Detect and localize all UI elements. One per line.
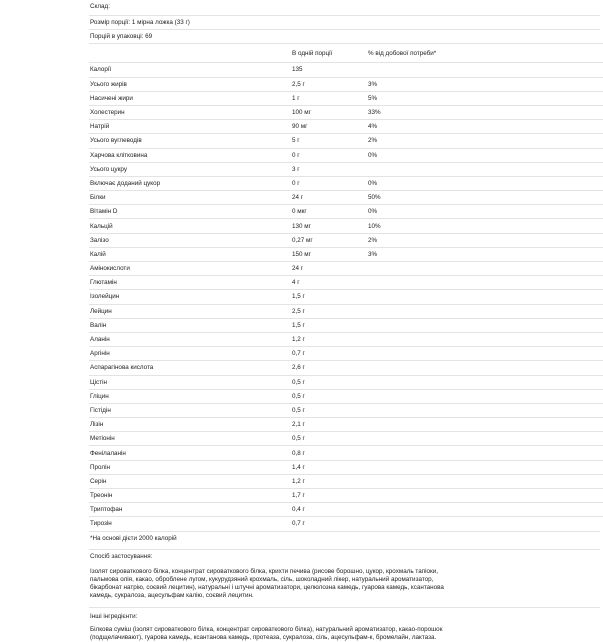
table-row — [89, 91, 603, 105]
nutrient-daily-value — [367, 304, 603, 318]
table-row — [89, 120, 603, 134]
nutrient-name: Залізо — [89, 233, 291, 247]
nutrient-daily-value: 2% — [367, 233, 603, 247]
table-row — [89, 162, 603, 176]
nutrient-daily-value — [367, 318, 603, 332]
nutrient-amount: 1,7 г — [291, 489, 367, 503]
table-row — [89, 191, 603, 205]
nutrient-amount: 1 г — [291, 91, 367, 105]
nutrient-amount: 1,5 г — [291, 318, 367, 332]
nutrient-name: Серін — [89, 474, 291, 488]
table-row — [89, 247, 603, 261]
nutrient-name: Гліцин — [89, 389, 291, 403]
nutrient-name: Натрій — [89, 120, 291, 134]
nutrient-amount: 5 г — [291, 134, 367, 148]
ingredients-line: бікарбонат натрію, соєвий лецитин), натуральні і штучні ароматизатори, целюлозна камедь, гуарова камедь, ксантанова — [90, 583, 444, 591]
other-ingredients-title: Інші інгредієнти: — [90, 612, 138, 620]
nutrient-name: Цістін — [89, 375, 291, 389]
nutrient-name: Калорії — [89, 63, 291, 77]
table-row — [89, 219, 603, 233]
nutrient-daily-value: 0% — [367, 205, 603, 219]
nutrient-amount: 2,6 г — [291, 361, 367, 375]
table-row — [89, 361, 603, 375]
nutrient-daily-value — [367, 446, 603, 460]
table-row — [89, 276, 603, 290]
nutrient-name: Тирозін — [89, 517, 291, 531]
nutrient-daily-value — [367, 403, 603, 417]
nutrient-name: Валін — [89, 318, 291, 332]
nutrient-amount: 24 г — [291, 191, 367, 205]
nutrient-amount: 24 г — [291, 262, 367, 276]
nutrient-daily-value: 2% — [367, 134, 603, 148]
nutrient-name: Білки — [89, 191, 291, 205]
table-row — [89, 332, 603, 346]
nutrient-name: Усього жирів — [89, 77, 291, 91]
table-row — [89, 347, 603, 361]
nutrition-document — [89, 0, 600, 642]
nutrient-daily-value: 33% — [367, 105, 603, 119]
nutrient-name: Включає доданий цукор — [89, 176, 291, 190]
other-ingredients-line: Білкова суміш (ізолят сироваткового білка, концентрат сироваткового білка), натуральний ароматизатор, какао-порошок — [90, 625, 443, 633]
nutrient-amount: 100 мг — [291, 105, 367, 119]
table-row — [89, 77, 603, 91]
table-row — [89, 460, 603, 474]
nutrient-amount: 1,5 г — [291, 290, 367, 304]
servings-per-container: Порцій в упаковці: 69 — [89, 29, 600, 43]
nutrient-name: Усього вуглеводів — [89, 134, 291, 148]
other-ingredients-line: (подщелачивают), гуарова камедь, ксантанова камедь, протеаза, сукралоза, сіль, ацесульфам-к, бромелайн, лактаза. — [90, 633, 437, 641]
nutrient-name: Лейцин — [89, 304, 291, 318]
nutrient-amount: 1,4 г — [291, 460, 367, 474]
nutrient-name: Вітамін D — [89, 205, 291, 219]
nutrient-name: Гістідін — [89, 403, 291, 417]
nutrient-name: Холестерин — [89, 105, 291, 119]
nutrient-daily-value: 5% — [367, 91, 603, 105]
nutrient-name: Аргінін — [89, 347, 291, 361]
nutrient-daily-value — [367, 347, 603, 361]
table-row — [89, 389, 603, 403]
nutrient-daily-value — [367, 63, 603, 77]
ingredients-divider — [89, 607, 600, 608]
nutrient-name: Аланін — [89, 332, 291, 346]
table-row — [89, 290, 603, 304]
nutrient-amount: 1,2 г — [291, 474, 367, 488]
table-row — [89, 262, 603, 276]
nutrient-amount: 0,7 г — [291, 347, 367, 361]
nutrient-name: Кальцій — [89, 219, 291, 233]
nutrient-name: Пролін — [89, 460, 291, 474]
nutrient-daily-value — [367, 332, 603, 346]
table-row — [89, 489, 603, 503]
nutrient-daily-value — [367, 460, 603, 474]
nutrient-daily-value: 0% — [367, 176, 603, 190]
nutrient-amount: 1,2 г — [291, 332, 367, 346]
nutrient-daily-value — [367, 503, 603, 517]
table-row — [89, 418, 603, 432]
table-row — [89, 304, 603, 318]
nutrient-daily-value: 3% — [367, 77, 603, 91]
nutrient-daily-value — [367, 276, 603, 290]
table-row — [89, 503, 603, 517]
nutrient-daily-value — [367, 474, 603, 488]
nutrient-amount: 0 г — [291, 176, 367, 190]
table-row — [89, 517, 603, 531]
nutrient-amount: 0 мкг — [291, 205, 367, 219]
table-row — [89, 233, 603, 247]
nutrient-name: Насичені жири — [89, 91, 291, 105]
nutrient-amount: 135 — [291, 63, 367, 77]
nutrient-amount: 0,8 г — [291, 446, 367, 460]
nutrition-table — [89, 43, 603, 530]
nutrient-daily-value: 50% — [367, 191, 603, 205]
nutrient-name: Амінокислоти — [89, 262, 291, 276]
table-row — [89, 403, 603, 417]
nutrient-amount: 3 г — [291, 162, 367, 176]
nutrient-amount: 2,1 г — [291, 418, 367, 432]
table-row — [89, 148, 603, 162]
nutrient-name: Калій — [89, 247, 291, 261]
nutrient-amount: 0,7 г — [291, 517, 367, 531]
footnote: *На основі дієти 2000 калорій — [90, 534, 177, 542]
serving-size: Розмір порції: 1 мірна ложка (33 г) — [89, 15, 600, 29]
nutrient-amount: 0,4 г — [291, 503, 367, 517]
nutrient-daily-value — [367, 361, 603, 375]
nutrient-name: Усього цукру — [89, 162, 291, 176]
nutrient-daily-value — [367, 389, 603, 403]
nutrient-daily-value: 10% — [367, 219, 603, 233]
nutrient-name: Фенілаланін — [89, 446, 291, 460]
nutrient-amount: 0,27 мг — [291, 233, 367, 247]
table-row — [89, 105, 603, 119]
header-cell-per-serving: В одній порції — [291, 44, 367, 63]
other-ingredients-paragraph — [89, 626, 600, 642]
nutrient-daily-value: 4% — [367, 120, 603, 134]
nutrient-amount: 0,5 г — [291, 389, 367, 403]
nutrient-name: Глютамін — [89, 276, 291, 290]
nutrient-name: Харчова клітковина — [89, 148, 291, 162]
nutrient-daily-value: 0% — [367, 148, 603, 162]
table-row — [89, 176, 603, 190]
nutrient-name: Лізін — [89, 418, 291, 432]
nutrient-name: Триптофан — [89, 503, 291, 517]
nutrient-name: Аспарагінова кислота — [89, 361, 291, 375]
nutrient-daily-value — [367, 375, 603, 389]
table-row — [89, 474, 603, 488]
nutrient-amount: 90 мг — [291, 120, 367, 134]
table-row — [89, 375, 603, 389]
table-row — [89, 432, 603, 446]
footnote-divider — [89, 549, 600, 550]
usage-title: Спосіб застосування: — [90, 552, 153, 560]
table-row — [89, 63, 603, 77]
nutrient-amount: 0,5 г — [291, 432, 367, 446]
nutrient-daily-value — [367, 432, 603, 446]
nutrient-daily-value — [367, 290, 603, 304]
ingredients-paragraph — [89, 568, 600, 600]
nutrient-amount: 4 г — [291, 276, 367, 290]
ingredients-line: пальмова олія, какао, оброблене лугом, кукурудзяний крохмаль, сіль, шоколадний лікер, натуральний ароматизатор, — [90, 575, 434, 583]
nutrient-daily-value — [367, 489, 603, 503]
table-header-row — [89, 44, 603, 63]
nutrient-name: Ізолейцин — [89, 290, 291, 304]
nutrient-amount: 0,5 г — [291, 403, 367, 417]
nutrient-amount: 130 мг — [291, 219, 367, 233]
table-row — [89, 446, 603, 460]
nutrient-amount: 2,5 г — [291, 304, 367, 318]
table-row — [89, 318, 603, 332]
nutrient-amount: 0 г — [291, 148, 367, 162]
nutrient-amount: 150 мг — [291, 247, 367, 261]
table-row — [89, 134, 603, 148]
nutrient-daily-value — [367, 162, 603, 176]
nutrient-amount: 0,5 г — [291, 375, 367, 389]
nutrient-name: Метіонін — [89, 432, 291, 446]
table-row — [89, 205, 603, 219]
nutrient-daily-value: 3% — [367, 247, 603, 261]
nutrient-daily-value — [367, 262, 603, 276]
nutrient-amount: 2,5 г — [291, 77, 367, 91]
composition-label: Склад: — [90, 3, 110, 10]
nutrient-name: Треонін — [89, 489, 291, 503]
header-cell-name — [89, 44, 291, 63]
header-cell-daily-value: % від добової потреби* — [367, 44, 603, 63]
ingredients-line: камедь, сукралоза, ацесульфам калію, соєвий лецитин. — [90, 591, 254, 599]
ingredients-line: Ізолят сироваткового білка, концентрат сироваткового білка, крихти печива (рисове борошно, цукор, крохмаль тапіоки, — [90, 567, 439, 575]
nutrient-daily-value — [367, 517, 603, 531]
nutrient-daily-value — [367, 418, 603, 432]
